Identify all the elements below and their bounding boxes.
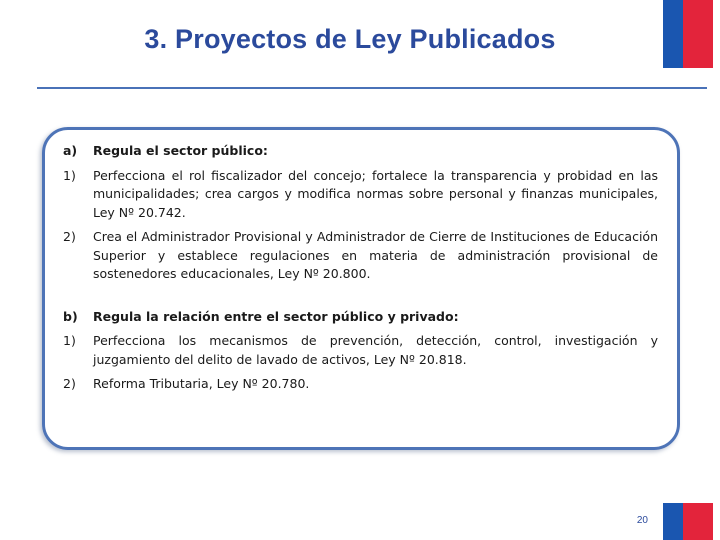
item-text: Perfecciona los mecanismos de prevención, detección, control, investigación y juzgamiento del delito de lavado de activos, Ley Nº 20.818. — [93, 333, 658, 367]
section-title: Regula el sector público: — [93, 143, 268, 158]
flag-stripe-blue — [663, 0, 683, 68]
section-title: Regula la relación entre el sector público y privado: — [93, 308, 459, 324]
slide-title: 3. Proyectos de Ley Publicados — [144, 24, 556, 54]
section-marker: a) — [63, 143, 78, 158]
flag-stripe-red — [683, 0, 713, 68]
flag-logo-bottom — [663, 503, 713, 540]
item-text: Reforma Tributaria, Ley Nº 20.780. — [93, 376, 310, 391]
flag-stripe-blue — [663, 503, 683, 540]
section-marker: b) — [63, 308, 78, 324]
title-divider — [37, 87, 707, 89]
flag-stripe-red — [683, 503, 713, 540]
item-marker: 2) — [63, 376, 76, 391]
item-marker: 2) — [63, 229, 76, 244]
section-b-heading — [63, 308, 658, 327]
list-item — [63, 167, 658, 223]
page-number: 20 — [636, 515, 648, 526]
list-item — [63, 375, 658, 394]
item-marker: 1) — [63, 167, 76, 183]
flag-logo-top — [663, 0, 713, 68]
content-list — [63, 142, 658, 394]
item-text: Perfecciona el rol fiscalizador del concejo; fortalece la transparencia y probidad en las municipalidades; crea cargos y modifica normas sobre personal y finanzas municipales, Ley Nº 20.742. — [93, 167, 658, 220]
item-marker: 1) — [63, 333, 76, 348]
item-text: Crea el Administrador Provisional y Administrador de Cierre de Instituciones de Educación Superior y establece regulaciones en materia de administración provisional de sostenedores educacionales, Ley Nº 20.800. — [93, 229, 658, 281]
list-item — [63, 332, 658, 369]
section-a-heading — [63, 142, 658, 161]
list-item — [63, 228, 658, 284]
